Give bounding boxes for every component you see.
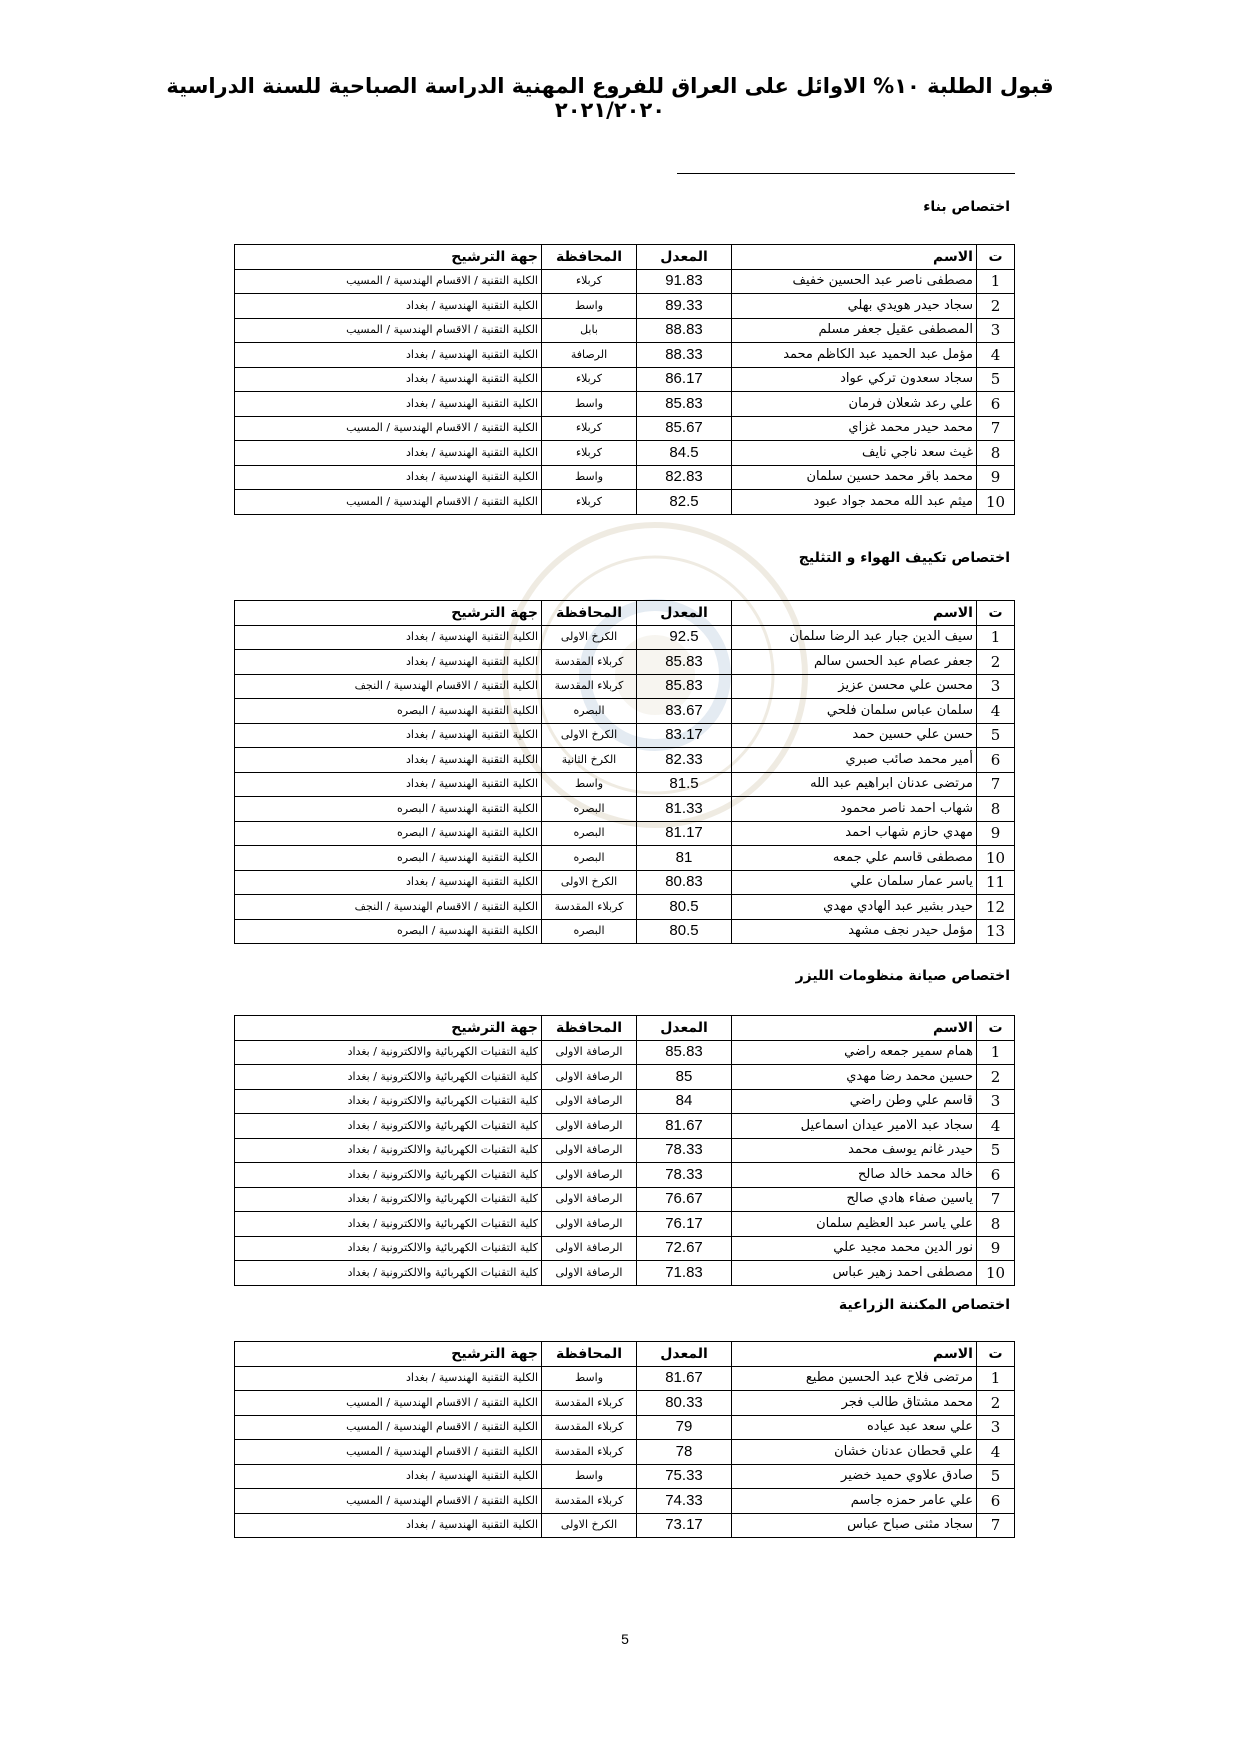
column-header-name: الاسم <box>732 1342 977 1367</box>
cell-avg: 82.33 <box>637 748 732 773</box>
cell-avg: 83.17 <box>637 723 732 748</box>
cell-avg: 79 <box>637 1415 732 1440</box>
cell-no: 7 <box>977 1513 1015 1538</box>
cell-avg: 81.17 <box>637 821 732 846</box>
cell-no: 5 <box>977 367 1015 392</box>
cell-dest: كلية التقنيات الكهربائية والالكترونية / بغداد <box>235 1040 542 1065</box>
table-row <box>235 919 1015 944</box>
cell-no: 8 <box>977 441 1015 466</box>
cell-name: سجاد حيدر هويدي بهلي <box>732 294 977 319</box>
cell-gov: كربلاء المقدسة <box>542 1391 637 1416</box>
cell-dest: الكلية التقنية الهندسية / بغداد <box>235 465 542 490</box>
cell-gov: الرصافة الاولى <box>542 1114 637 1139</box>
cell-no: 4 <box>977 1440 1015 1465</box>
table-row <box>235 821 1015 846</box>
cell-dest: كلية التقنيات الكهربائية والالكترونية / بغداد <box>235 1065 542 1090</box>
cell-no: 3 <box>977 1089 1015 1114</box>
table-row <box>235 699 1015 724</box>
cell-no: 2 <box>977 294 1015 319</box>
cell-name: سلمان عباس سلمان فلحي <box>732 699 977 724</box>
table-row <box>235 1138 1015 1163</box>
cell-avg: 78 <box>637 1440 732 1465</box>
cell-dest: الكلية التقنية الهندسية / بغداد <box>235 650 542 675</box>
column-header-dest: جهة الترشيح <box>235 601 542 626</box>
cell-gov: واسط <box>542 772 637 797</box>
table-row <box>235 1040 1015 1065</box>
cell-gov: البصره <box>542 821 637 846</box>
laser-maintenance-table <box>234 1015 1015 1286</box>
construction-table <box>234 244 1015 515</box>
column-header-gov: المحافظة <box>542 1016 637 1041</box>
cell-gov: كربلاء المقدسة <box>542 895 637 920</box>
cell-gov: واسط <box>542 1464 637 1489</box>
cell-no: 4 <box>977 1114 1015 1139</box>
table-row <box>235 465 1015 490</box>
table-row <box>235 1212 1015 1237</box>
cell-gov: الرصافة الاولى <box>542 1187 637 1212</box>
cell-gov: الكرخ الاولى <box>542 625 637 650</box>
cell-dest: الكلية التقنية الهندسية / البصره <box>235 919 542 944</box>
table-row <box>235 1440 1015 1465</box>
cell-avg: 76.17 <box>637 1212 732 1237</box>
cell-name: مصطفى ناصر عبد الحسين خفيف <box>732 269 977 294</box>
cell-dest: الكلية التقنية / الاقسام الهندسية / المسيب <box>235 1391 542 1416</box>
column-header-dest: جهة الترشيح <box>235 1016 542 1041</box>
cell-name: محمد حيدر محمد غزاي <box>732 416 977 441</box>
table-row <box>235 748 1015 773</box>
table-row <box>235 846 1015 871</box>
table-row <box>235 625 1015 650</box>
cell-no: 2 <box>977 1065 1015 1090</box>
table-row <box>235 1236 1015 1261</box>
cell-no: 9 <box>977 1236 1015 1261</box>
cell-gov: كربلاء المقدسة <box>542 1489 637 1514</box>
column-header-name: الاسم <box>732 245 977 270</box>
table-row <box>235 294 1015 319</box>
cell-avg: 92.5 <box>637 625 732 650</box>
cell-gov: كربلاء <box>542 490 637 515</box>
cell-name: مصطفى قاسم علي جمعه <box>732 846 977 871</box>
cell-dest: الكلية التقنية الهندسية / بغداد <box>235 723 542 748</box>
cell-name: حيدر بشير عبد الهادي مهدي <box>732 895 977 920</box>
cell-dest: الكلية التقنية / الاقسام الهندسية / المسيب <box>235 269 542 294</box>
cell-dest: الكلية التقنية الهندسية / بغداد <box>235 392 542 417</box>
cell-avg: 74.33 <box>637 1489 732 1514</box>
section-title-laser-maintenance: اختصاص صيانة منظومات الليزر <box>795 968 1010 984</box>
cell-no: 6 <box>977 748 1015 773</box>
cell-gov: الكرخ الاولى <box>542 723 637 748</box>
table-row <box>235 870 1015 895</box>
cell-gov: كربلاء <box>542 367 637 392</box>
table-header-row <box>235 1016 1015 1041</box>
column-header-no: ت <box>977 1342 1015 1367</box>
cell-dest: الكلية التقنية الهندسية / بغداد <box>235 1366 542 1391</box>
cell-avg: 82.83 <box>637 465 732 490</box>
cell-name: علي عامر حمزه جاسم <box>732 1489 977 1514</box>
cell-dest: الكلية التقنية الهندسية / بغداد <box>235 343 542 368</box>
table-row <box>235 1489 1015 1514</box>
table-row <box>235 318 1015 343</box>
cell-dest: الكلية التقنية الهندسية / بغداد <box>235 367 542 392</box>
cell-avg: 82.5 <box>637 490 732 515</box>
cell-no: 5 <box>977 723 1015 748</box>
cell-gov: كربلاء المقدسة <box>542 1415 637 1440</box>
cell-avg: 76.67 <box>637 1187 732 1212</box>
column-header-gov: المحافظة <box>542 245 637 270</box>
cell-name: غيث سعد ناجي نايف <box>732 441 977 466</box>
column-header-avg: المعدل <box>637 1016 732 1041</box>
cell-no: 1 <box>977 1366 1015 1391</box>
column-header-name: الاسم <box>732 601 977 626</box>
cell-gov: الرصافة الاولى <box>542 1212 637 1237</box>
cell-dest: الكلية التقنية الهندسية / بغداد <box>235 625 542 650</box>
cell-avg: 85.83 <box>637 650 732 675</box>
cell-gov: كربلاء المقدسة <box>542 1440 637 1465</box>
cell-name: صادق علاوي حميد خضير <box>732 1464 977 1489</box>
cell-gov: واسط <box>542 294 637 319</box>
cell-no: 7 <box>977 416 1015 441</box>
cell-no: 5 <box>977 1138 1015 1163</box>
column-header-no: ت <box>977 1016 1015 1041</box>
table-header-row <box>235 601 1015 626</box>
cell-avg: 85.67 <box>637 416 732 441</box>
cell-dest: الكلية التقنية الهندسية / البصره <box>235 846 542 871</box>
cell-no: 9 <box>977 821 1015 846</box>
cell-name: علي قحطان عدنان خشان <box>732 1440 977 1465</box>
cell-name: المصطفى عقيل جعفر مسلم <box>732 318 977 343</box>
cell-dest: كلية التقنيات الكهربائية والالكترونية / بغداد <box>235 1163 542 1188</box>
cell-gov: الرصافة الاولى <box>542 1138 637 1163</box>
cell-no: 3 <box>977 674 1015 699</box>
cell-no: 1 <box>977 269 1015 294</box>
section-title-agricultural-mechanization: اختصاص المكننة الزراعية <box>838 1297 1010 1313</box>
cell-name: جعفر عصام عبد الحسن سالم <box>732 650 977 675</box>
cell-dest: الكلية التقنية الهندسية / بغداد <box>235 772 542 797</box>
cell-avg: 81.67 <box>637 1366 732 1391</box>
cell-name: سجاد سعدون تركي عواد <box>732 367 977 392</box>
table-row <box>235 1261 1015 1286</box>
table-header-row <box>235 1342 1015 1367</box>
cell-no: 11 <box>977 870 1015 895</box>
cell-dest: كلية التقنيات الكهربائية والالكترونية / بغداد <box>235 1212 542 1237</box>
table-row <box>235 797 1015 822</box>
cell-no: 13 <box>977 919 1015 944</box>
table-row <box>235 269 1015 294</box>
cell-no: 9 <box>977 465 1015 490</box>
cell-no: 1 <box>977 1040 1015 1065</box>
column-header-avg: المعدل <box>637 1342 732 1367</box>
cell-name: مصطفى احمد زهير عباس <box>732 1261 977 1286</box>
cell-no: 10 <box>977 490 1015 515</box>
column-header-avg: المعدل <box>637 601 732 626</box>
cell-dest: الكلية التقنية / الاقسام الهندسية / المسيب <box>235 490 542 515</box>
cell-no: 2 <box>977 1391 1015 1416</box>
column-header-name: الاسم <box>732 1016 977 1041</box>
cell-name: سيف الدين جبار عبد الرضا سلمان <box>732 625 977 650</box>
cell-name: سجاد عبد الامير عيدان اسماعيل <box>732 1114 977 1139</box>
cell-avg: 80.33 <box>637 1391 732 1416</box>
cell-dest: الكلية التقنية / الاقسام الهندسية / المسيب <box>235 1415 542 1440</box>
cell-dest: الكلية التقنية الهندسية / بغداد <box>235 441 542 466</box>
cell-name: محمد مشتاق طالب فجر <box>732 1391 977 1416</box>
cell-name: مهدي حازم شهاب احمد <box>732 821 977 846</box>
cell-no: 12 <box>977 895 1015 920</box>
cell-dest: الكلية التقنية الهندسية / البصره <box>235 699 542 724</box>
table-row <box>235 490 1015 515</box>
cell-no: 10 <box>977 1261 1015 1286</box>
cell-name: علي ياسر عبد العظيم سلمان <box>732 1212 977 1237</box>
cell-no: 8 <box>977 1212 1015 1237</box>
cell-gov: واسط <box>542 1366 637 1391</box>
cell-no: 6 <box>977 392 1015 417</box>
cell-dest: الكلية التقنية الهندسية / البصره <box>235 821 542 846</box>
cell-dest: الكلية التقنية / الاقسام الهندسية / النجف <box>235 674 542 699</box>
cell-name: ياسر عمار سلمان علي <box>732 870 977 895</box>
table-row <box>235 392 1015 417</box>
air-conditioning-table <box>234 600 1015 944</box>
cell-dest: الكلية التقنية الهندسية / بغداد <box>235 1513 542 1538</box>
cell-name: محمد باقر محمد حسين سلمان <box>732 465 977 490</box>
cell-name: مؤمل عبد الحميد عبد الكاظم محمد <box>732 343 977 368</box>
cell-gov: الرصافة الاولى <box>542 1236 637 1261</box>
cell-no: 3 <box>977 318 1015 343</box>
table-row <box>235 1415 1015 1440</box>
cell-name: حسن علي حسين حمد <box>732 723 977 748</box>
cell-gov: الرصافة الاولى <box>542 1040 637 1065</box>
table-row <box>235 723 1015 748</box>
cell-gov: الرصافة <box>542 343 637 368</box>
cell-avg: 84 <box>637 1089 732 1114</box>
cell-no: 4 <box>977 343 1015 368</box>
cell-gov: الكرخ الاولى <box>542 870 637 895</box>
cell-avg: 89.33 <box>637 294 732 319</box>
cell-avg: 83.67 <box>637 699 732 724</box>
cell-avg: 72.67 <box>637 1236 732 1261</box>
cell-dest: الكلية التقنية / الاقسام الهندسية / النجف <box>235 895 542 920</box>
cell-gov: كربلاء المقدسة <box>542 674 637 699</box>
cell-avg: 73.17 <box>637 1513 732 1538</box>
cell-dest: الكلية التقنية / الاقسام الهندسية / المسيب <box>235 318 542 343</box>
table-row <box>235 1163 1015 1188</box>
table-row <box>235 650 1015 675</box>
cell-avg: 85.83 <box>637 392 732 417</box>
cell-avg: 85.83 <box>637 1040 732 1065</box>
cell-name: سجاد مثنى صباح عباس <box>732 1513 977 1538</box>
cell-dest: الكلية التقنية الهندسية / بغداد <box>235 294 542 319</box>
cell-no: 6 <box>977 1163 1015 1188</box>
cell-dest: الكلية التقنية / الاقسام الهندسية / المسيب <box>235 416 542 441</box>
cell-gov: كربلاء <box>542 441 637 466</box>
cell-avg: 85.83 <box>637 674 732 699</box>
cell-avg: 88.83 <box>637 318 732 343</box>
table-row <box>235 441 1015 466</box>
cell-avg: 88.33 <box>637 343 732 368</box>
table-row <box>235 343 1015 368</box>
cell-avg: 71.83 <box>637 1261 732 1286</box>
table-row <box>235 895 1015 920</box>
cell-avg: 78.33 <box>637 1138 732 1163</box>
cell-gov: الرصافة الاولى <box>542 1163 637 1188</box>
cell-gov: واسط <box>542 465 637 490</box>
table-header-row <box>235 245 1015 270</box>
table-row <box>235 1464 1015 1489</box>
cell-avg: 86.17 <box>637 367 732 392</box>
table-row <box>235 1391 1015 1416</box>
column-header-dest: جهة الترشيح <box>235 1342 542 1367</box>
section-title-construction: اختصاص بناء <box>923 199 1010 215</box>
cell-dest: الكلية التقنية / الاقسام الهندسية / المسيب <box>235 1489 542 1514</box>
cell-gov: الرصافة الاولى <box>542 1065 637 1090</box>
cell-no: 3 <box>977 1415 1015 1440</box>
cell-no: 1 <box>977 625 1015 650</box>
cell-name: مرتضى فلاح عبد الحسين مطيع <box>732 1366 977 1391</box>
table-row <box>235 1089 1015 1114</box>
cell-gov: البصره <box>542 797 637 822</box>
cell-avg: 78.33 <box>637 1163 732 1188</box>
cell-avg: 81.33 <box>637 797 732 822</box>
cell-gov: البصره <box>542 846 637 871</box>
cell-name: علي رعد شعلان فرمان <box>732 392 977 417</box>
cell-name: مرتضى عدنان ابراهيم عبد الله <box>732 772 977 797</box>
table-row <box>235 1513 1015 1538</box>
cell-dest: كلية التقنيات الكهربائية والالكترونية / بغداد <box>235 1236 542 1261</box>
cell-dest: كلية التقنيات الكهربائية والالكترونية / بغداد <box>235 1138 542 1163</box>
cell-dest: كلية التقنيات الكهربائية والالكترونية / بغداد <box>235 1187 542 1212</box>
column-header-no: ت <box>977 245 1015 270</box>
cell-dest: كلية التقنيات الكهربائية والالكترونية / بغداد <box>235 1114 542 1139</box>
table-row <box>235 416 1015 441</box>
cell-name: خالد محمد خالد صالح <box>732 1163 977 1188</box>
cell-name: نور الدين محمد مجيد علي <box>732 1236 977 1261</box>
cell-no: 7 <box>977 1187 1015 1212</box>
agricultural-mechanization-table <box>234 1341 1015 1538</box>
cell-dest: الكلية التقنية الهندسية / بغداد <box>235 1464 542 1489</box>
column-header-gov: المحافظة <box>542 601 637 626</box>
column-header-no: ت <box>977 601 1015 626</box>
cell-avg: 81.67 <box>637 1114 732 1139</box>
cell-gov: الكرخ الاولى <box>542 1513 637 1538</box>
cell-name: قاسم علي وطن راضي <box>732 1089 977 1114</box>
table-row <box>235 674 1015 699</box>
cell-gov: بابل <box>542 318 637 343</box>
cell-dest: الكلية التقنية الهندسية / البصره <box>235 797 542 822</box>
section-title-air-conditioning: اختصاص تكييف الهواء و التثليج <box>798 550 1010 566</box>
cell-avg: 80.83 <box>637 870 732 895</box>
cell-avg: 80.5 <box>637 919 732 944</box>
cell-dest: الكلية التقنية الهندسية / بغداد <box>235 870 542 895</box>
cell-dest: كلية التقنيات الكهربائية والالكترونية / بغداد <box>235 1089 542 1114</box>
cell-name: علي سعد عبد عياده <box>732 1415 977 1440</box>
cell-avg: 75.33 <box>637 1464 732 1489</box>
cell-no: 10 <box>977 846 1015 871</box>
cell-no: 4 <box>977 699 1015 724</box>
page-number: 5 <box>621 1631 629 1647</box>
cell-name: مؤمل حيدر نجف مشهد <box>732 919 977 944</box>
cell-name: ياسين صفاء هادي صالح <box>732 1187 977 1212</box>
cell-avg: 84.5 <box>637 441 732 466</box>
cell-gov: الرصافة الاولى <box>542 1261 637 1286</box>
cell-gov: كربلاء المقدسة <box>542 650 637 675</box>
column-header-avg: المعدل <box>637 245 732 270</box>
cell-dest: كلية التقنيات الكهربائية والالكترونية / بغداد <box>235 1261 542 1286</box>
cell-gov: واسط <box>542 392 637 417</box>
cell-dest: الكلية التقنية الهندسية / بغداد <box>235 748 542 773</box>
cell-avg: 85 <box>637 1065 732 1090</box>
cell-name: همام سمير جمعه راضي <box>732 1040 977 1065</box>
cell-name: حسين محمد رضا مهدي <box>732 1065 977 1090</box>
cell-no: 2 <box>977 650 1015 675</box>
cell-name: حيدر غانم يوسف محمد <box>732 1138 977 1163</box>
table-row <box>235 1187 1015 1212</box>
table-row <box>235 1065 1015 1090</box>
table-row <box>235 772 1015 797</box>
cell-name: أمير محمد صائب صبري <box>732 748 977 773</box>
table-row <box>235 367 1015 392</box>
cell-avg: 81 <box>637 846 732 871</box>
title-underline <box>677 173 1015 174</box>
page-title: قبول الطلبة ١٠% الاوائل على العراق للفروع المهنية الدراسة الصباحية للسنة الدراسية ٢٠٢١/٢٠٢٠ <box>166 74 1054 122</box>
cell-name: شهاب احمد ناصر محمود <box>732 797 977 822</box>
cell-name: ميثم عبد الله محمد جواد عبود <box>732 490 977 515</box>
table-row <box>235 1114 1015 1139</box>
cell-avg: 81.5 <box>637 772 732 797</box>
cell-no: 6 <box>977 1489 1015 1514</box>
cell-gov: البصره <box>542 919 637 944</box>
cell-gov: البصره <box>542 699 637 724</box>
cell-dest: الكلية التقنية / الاقسام الهندسية / المسيب <box>235 1440 542 1465</box>
cell-no: 8 <box>977 797 1015 822</box>
cell-gov: الرصافة الاولى <box>542 1089 637 1114</box>
cell-gov: الكرخ الثانية <box>542 748 637 773</box>
cell-avg: 91.83 <box>637 269 732 294</box>
cell-name: محسن علي محسن عزيز <box>732 674 977 699</box>
cell-gov: كربلاء <box>542 416 637 441</box>
cell-avg: 80.5 <box>637 895 732 920</box>
table-row <box>235 1366 1015 1391</box>
cell-no: 7 <box>977 772 1015 797</box>
cell-no: 5 <box>977 1464 1015 1489</box>
column-header-gov: المحافظة <box>542 1342 637 1367</box>
cell-gov: كربلاء <box>542 269 637 294</box>
column-header-dest: جهة الترشيح <box>235 245 542 270</box>
